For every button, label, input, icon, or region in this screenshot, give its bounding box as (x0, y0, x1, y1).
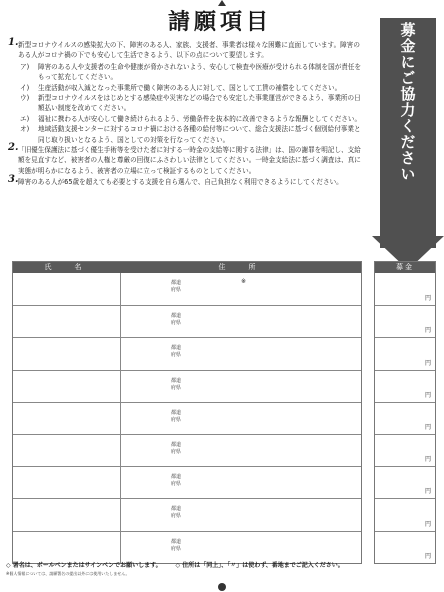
name-field[interactable] (13, 338, 121, 369)
address-field[interactable] (121, 435, 361, 466)
donation-field[interactable] (375, 337, 435, 369)
sub-item (8, 114, 364, 124)
asterisk-mark: ※ (241, 278, 247, 285)
prefecture-label (171, 506, 181, 520)
sub-item-mark: オ) (20, 125, 30, 134)
pref-label-line2: 府県 (171, 481, 182, 488)
header-address: 住 所 (218, 263, 264, 271)
donation-field[interactable] (375, 370, 435, 402)
header-donation: 募金 (375, 262, 435, 273)
name-field[interactable] (13, 499, 121, 530)
table-row (13, 498, 361, 530)
signature-table (12, 261, 362, 564)
table-row (13, 305, 361, 337)
yen-label: 円 (424, 327, 431, 335)
address-field[interactable] (121, 403, 361, 434)
sub-item-mark: ウ) (20, 94, 30, 103)
footer-note-address: ◇ 住所は「同上」、「〃」は使わず、番地までご記入ください。 (175, 562, 344, 569)
name-field[interactable] (13, 403, 121, 434)
yen-label: 円 (424, 488, 431, 496)
yen-label: 円 (424, 456, 431, 464)
page-title: 請願項目 (167, 9, 272, 35)
name-field[interactable] (13, 306, 121, 337)
prefecture-label (171, 280, 181, 294)
pref-label-line1: 都道 (171, 377, 182, 384)
prefecture-label (171, 474, 181, 488)
prefecture-label (171, 313, 181, 327)
table-row (13, 466, 361, 498)
sub-item-mark: エ) (20, 114, 30, 123)
header-name: 氏 名 (44, 263, 90, 271)
address-field[interactable] (121, 467, 361, 498)
table-row (13, 402, 361, 434)
name-field[interactable] (13, 532, 121, 563)
prefecture-label (171, 378, 181, 392)
name-field[interactable] (13, 371, 121, 402)
request-number: 2. (8, 142, 19, 154)
donation-field[interactable] (375, 434, 435, 466)
sub-item (8, 62, 364, 83)
pref-label-line2: 府県 (171, 320, 182, 327)
donation-banner (380, 18, 436, 248)
pref-label-line1: 都道 (171, 313, 182, 320)
table-row (13, 273, 361, 305)
sub-item-text: 福祉に携わる人が安心して働き続けられるよう、労働条件を抜本的に改善できるような報酬としてください。 (38, 114, 362, 123)
request-number: 1. (8, 37, 19, 48)
footer-notes (6, 561, 438, 570)
address-field[interactable] (121, 532, 361, 563)
yen-label: 円 (424, 295, 431, 303)
petition-items (8, 37, 364, 189)
yen-label: 円 (424, 520, 431, 528)
donation-field[interactable] (375, 273, 435, 305)
yen-label: 円 (424, 552, 431, 560)
pref-label-line1: 都道 (171, 441, 182, 448)
yen-label: 円 (424, 359, 431, 367)
pref-label-line2: 府県 (171, 384, 182, 391)
yen-label: 円 (424, 391, 431, 399)
address-field[interactable] (121, 499, 361, 530)
prefecture-label (171, 442, 181, 456)
prefecture-label (171, 410, 181, 424)
pref-label-line1: 都道 (171, 474, 182, 481)
name-field[interactable] (13, 435, 121, 466)
address-field[interactable] (121, 371, 361, 402)
request-item (8, 174, 364, 187)
name-field[interactable] (13, 273, 121, 305)
table-row (13, 531, 361, 563)
pref-label-line1: 都道 (171, 506, 182, 513)
sub-item (8, 124, 364, 145)
footer-note-pen: ◇ 署名は、ボールペンまたはサインペンでお願いします。 (6, 562, 162, 569)
pref-label-line1: 都道 (171, 538, 182, 545)
prefecture-label (171, 539, 181, 553)
table-header (13, 262, 361, 273)
pref-label-line2: 府県 (171, 352, 182, 359)
request-item (8, 142, 364, 176)
pref-label-line2: 府県 (171, 448, 182, 455)
pref-label-line2: 府県 (171, 416, 182, 423)
request-text: 障害のある人が65歳を超えても必要とする支援を自ら選んで、自己負担なく利用できるようにしてください。 (18, 178, 343, 187)
sub-item (8, 83, 364, 93)
address-field[interactable] (121, 306, 361, 337)
name-field[interactable] (13, 467, 121, 498)
donation-field[interactable] (375, 402, 435, 434)
prefecture-label (171, 345, 181, 359)
pref-label-line1: 都道 (171, 280, 182, 286)
address-field[interactable] (121, 338, 361, 369)
request-text: 「旧優生保護法に基づく優生手術等を受けた者に対する一時金の支給等に関する法律」は、国の謝罪を明記し、支給額を見直すなど、被害者の人権と尊厳の回復にふさわしい法律としてください。一時金支給法に基づく調査は、真に実態が明らかになるよう、被害者の立場に立って検証するものとしてください。 (18, 146, 361, 175)
banner-text: 募金にご協力ください (398, 22, 417, 182)
table-row (13, 434, 361, 466)
donation-field[interactable] (375, 531, 435, 563)
pref-label-line2: 府県 (171, 545, 182, 552)
sub-item-text: 新型コロナウイルスをはじめとする感染症や災害などの場合でも安定した事業運営ができるよう、事業所の日額払い制度を改めてください。 (38, 94, 361, 113)
pref-label-line1: 都道 (171, 345, 182, 352)
request-text: 新型コロナウイルスの感染拡大の下、障害のある人、家族、支援者、事業者は様々な困難に直面しています。障害のある人がコロナ禍の下でも安心して生活できるよう、以下の点について要望します。 (18, 41, 360, 60)
sub-item-text: 障害のある人や支援者の生命や健康が脅かされないよう、安心して検査や医療が受けられる体制を国が責任をもって拡充してください。 (38, 62, 362, 82)
donation-field[interactable] (375, 305, 435, 337)
table-row (13, 337, 361, 369)
request-number: 3. (8, 174, 19, 186)
donation-table (374, 261, 436, 564)
address-field[interactable] (121, 273, 361, 305)
sub-item (8, 93, 364, 114)
donation-field[interactable] (375, 466, 435, 498)
sub-item-mark: ア) (20, 62, 30, 71)
sub-item-mark: イ) (20, 83, 30, 92)
bottom-dot-mark (218, 583, 226, 591)
sub-item-text: 生産活動が収入減となった事業所で働く障害のある人に対して、国として工賃の補償をしてください。 (38, 83, 342, 92)
footer-privacy-note: ※個人情報については、請願署名の提出以外には使用いたしません。 (6, 571, 130, 576)
yen-label: 円 (424, 423, 431, 431)
sub-item-text: 地域活動支援センターに対するコロナ禍における各種の給付等について、総合支援法に基づく個別給付事業と同じ取り扱いとなるよう、国としての対策を行なってください。 (38, 125, 361, 144)
donation-field[interactable] (375, 498, 435, 530)
top-triangle-mark (218, 0, 226, 6)
request-item (8, 37, 364, 61)
pref-label-line1: 都道 (171, 409, 182, 416)
pref-label-line2: 府県 (171, 287, 182, 293)
table-row (13, 370, 361, 402)
pref-label-line2: 府県 (171, 513, 182, 520)
